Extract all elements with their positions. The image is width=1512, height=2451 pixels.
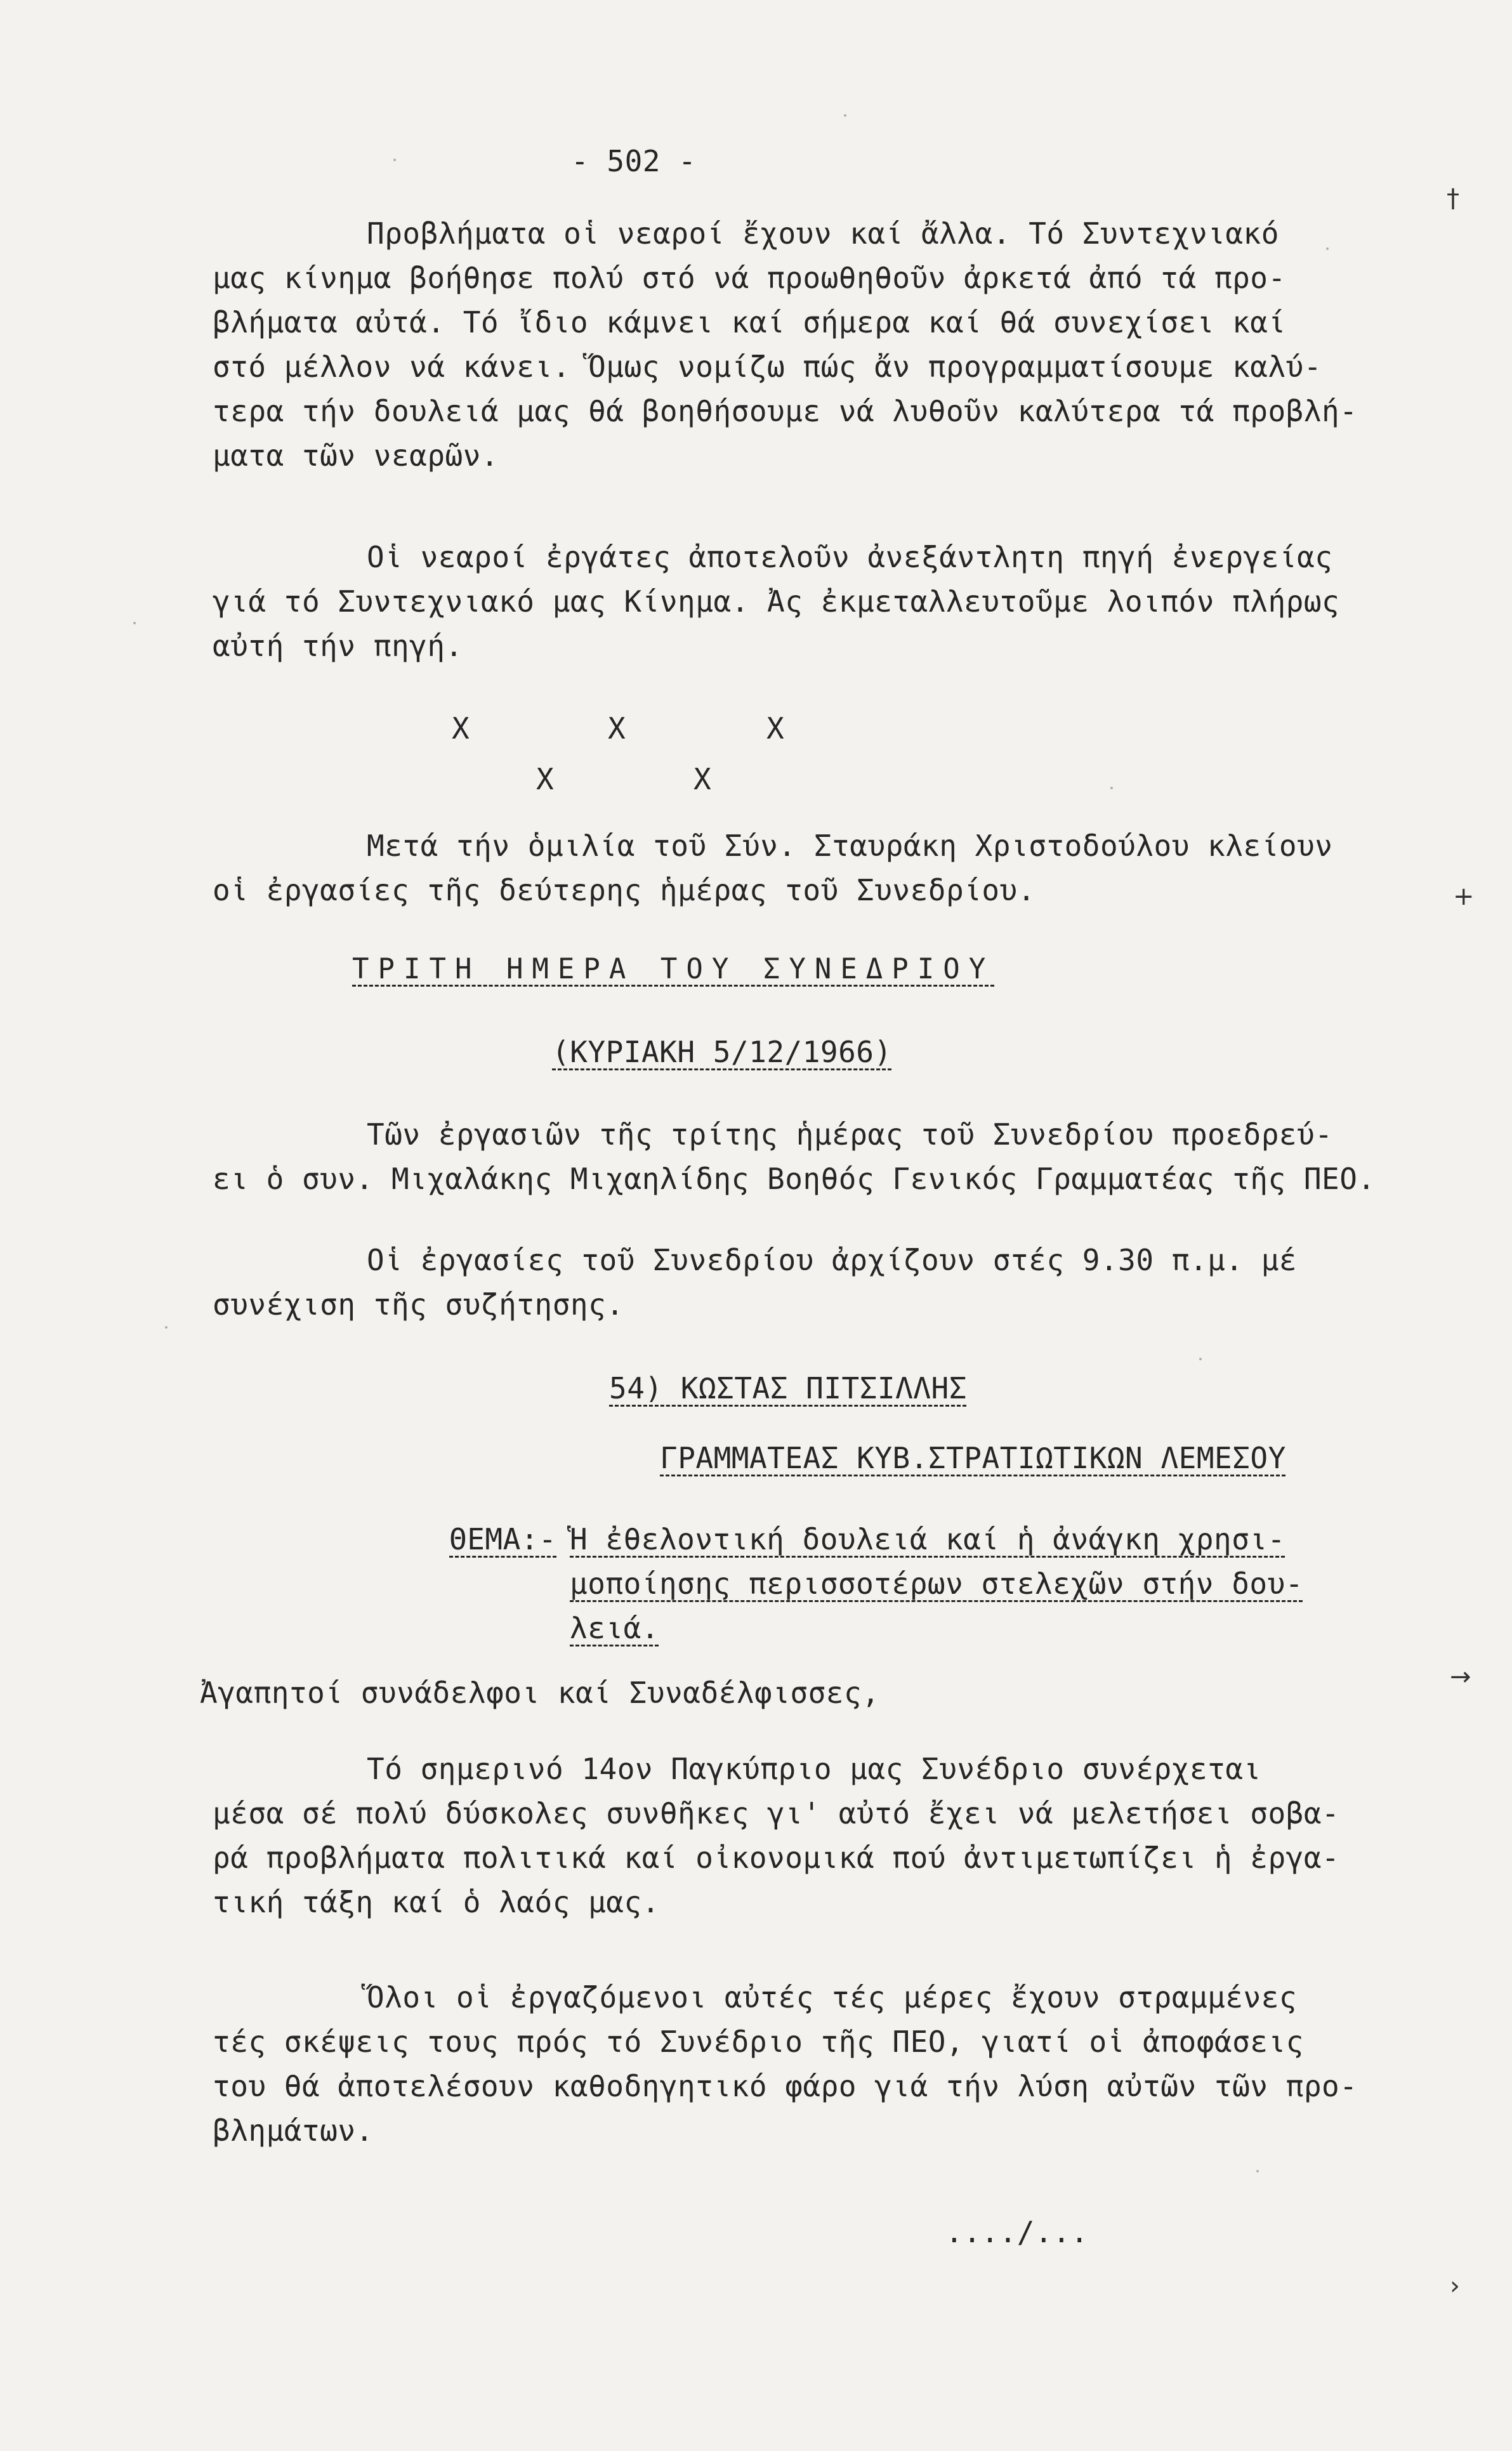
text-line: βλημάτων.	[213, 2113, 374, 2148]
text-line: ρά προβλήματα πολιτικά καί οἰκονομικά πού ἀντιμετωπίζει ἡ ἐργα-	[213, 1841, 1340, 1875]
text-line: συνέχιση τῆς συζήτησης.	[213, 1287, 624, 1322]
text-line: Οἱ ἐργασίες τοῦ Συνεδρίου ἀρχίζουν στές 9.30 π.μ. μέ	[367, 1243, 1298, 1277]
print-speck	[844, 114, 846, 117]
theme-line: Ἡ ἐθελοντική δουλειά καί ἡ ἀνάγκη χρησι-	[570, 1522, 1285, 1556]
text-line: Τῶν ἐργασιῶν τῆς τρίτης ἡμέρας τοῦ Συνεδρίου προεδρεύ-	[367, 1117, 1333, 1152]
section-date: (ΚΥΡΙΑΚΗ 5/12/1966)	[552, 1035, 892, 1069]
margin-mark-icon: †	[1447, 184, 1459, 213]
text-line: ει ὁ συν. Μιχαλάκης Μιχαηλίδης Βοηθός Γενικός Γραμματέας τῆς ΠΕΟ.	[213, 1162, 1376, 1196]
text-line: τές σκέψεις τους πρός τό Συνέδριο τῆς ΠΕΟ, γιατί οἱ ἀποφάσεις	[213, 2025, 1304, 2059]
text-line: μέσα σέ πολύ δύσκολες συνθῆκες γι' αὐτό ἔχει νά μελετήσει σοβα-	[213, 1796, 1340, 1830]
separator-mark: X	[608, 711, 626, 746]
text-line: τική τάξη καί ὁ λαός μας.	[213, 1885, 660, 1919]
text-line: οἱ ἐργασίες τῆς δεύτερης ἡμέρας τοῦ Συνεδρίου.	[213, 873, 1035, 907]
margin-mark-icon: ›	[1450, 2271, 1460, 2301]
text-line: του θά ἀποτελέσουν καθοδηγητικό φάρο γιά τήν λύση αὐτῶν τῶν προ-	[213, 2069, 1358, 2103]
text-line: Προβλήματα οἱ νεαροί ἔχουν καί ἄλλα. Τό Συντεχνιακό	[367, 216, 1279, 251]
speaker-name: 54) ΚΩΣΤΑΣ ΠΙΤΣΙΛΛΗΣ	[609, 1371, 967, 1405]
theme-line: λειά.	[570, 1611, 659, 1645]
text-line: μας κίνημα βοήθησε πολύ στό νά προωθηθοῦν ἀρκετά ἀπό τά προ-	[213, 261, 1286, 295]
theme-label: ΘΕΜΑ:-	[449, 1522, 557, 1556]
continuation-mark: ..../...	[945, 2215, 1089, 2249]
print-speck	[1110, 787, 1113, 789]
speaker-role: ΓΡΑΜΜΑΤΕΑΣ ΚΥΒ.ΣΤΡΑΤΙΩΤΙΚΩΝ ΛΕΜΕΣΟΥ	[660, 1441, 1286, 1475]
print-speck	[1199, 1358, 1202, 1360]
margin-mark-icon: +	[1453, 882, 1475, 911]
text-line: Τό σημερινό 14ον Παγκύπριο μας Συνέδριο συνέρχεται	[367, 1752, 1261, 1786]
text-line: ματα τῶν νεαρῶν.	[213, 438, 499, 473]
print-speck	[1326, 247, 1329, 250]
section-title: ΤΡΙΤΗ ΗΜΕΡΑ ΤΟΥ ΣΥΝΕΔΡΙΟΥ	[352, 953, 995, 985]
separator-mark: X	[452, 711, 470, 746]
text-line: τερα τήν δουλειά μας θά βοηθήσουμε νά λυθοῦν καλύτερα τά προβλή-	[213, 394, 1358, 428]
text-line: στό μέλλον νά κάνει. Ὅμως νομίζω πώς ἄν προγραμματίσουμε καλύ-	[213, 350, 1322, 384]
page-number: - 502 -	[571, 144, 697, 178]
margin-mark-icon: →	[1450, 1662, 1471, 1692]
separator-mark: X	[766, 711, 785, 746]
print-speck	[393, 159, 396, 161]
text-line: Ὅλοι οἱ ἐργαζόμενοι αὐτές τές μέρες ἔχουν στραμμένες	[367, 1980, 1298, 2014]
print-speck	[165, 1326, 168, 1329]
print-speck	[133, 622, 136, 624]
separator-mark: X	[536, 762, 555, 796]
separator-mark: X	[694, 762, 712, 796]
salutation: Ἀγαπητοί συνάδελφοι καί Συναδέλφισσες,	[200, 1676, 880, 1710]
text-line: γιά τό Συντεχνιακό μας Κίνημα. Ἀς ἐκμεταλλευτοῦμε λοιπόν πλήρως	[213, 584, 1340, 619]
text-line: Οἱ νεαροί ἐργάτες ἀποτελοῦν ἀνεξάντλητη πηγή ἐνεργείας	[367, 540, 1333, 574]
text-line: βλήματα αὐτά. Τό ἴδιο κάμνει καί σήμερα καί θά συνεχίσει καί	[213, 305, 1286, 339]
theme-line: μοποίησης περισσοτέρων στελεχῶν στήν δου-	[570, 1567, 1303, 1601]
text-line: αὐτή τήν πηγή.	[213, 629, 463, 663]
text-line: Μετά τήν ὁμιλία τοῦ Σύν. Σταυράκη Χριστοδούλου κλείουν	[367, 829, 1333, 863]
print-speck	[1256, 2170, 1259, 2172]
